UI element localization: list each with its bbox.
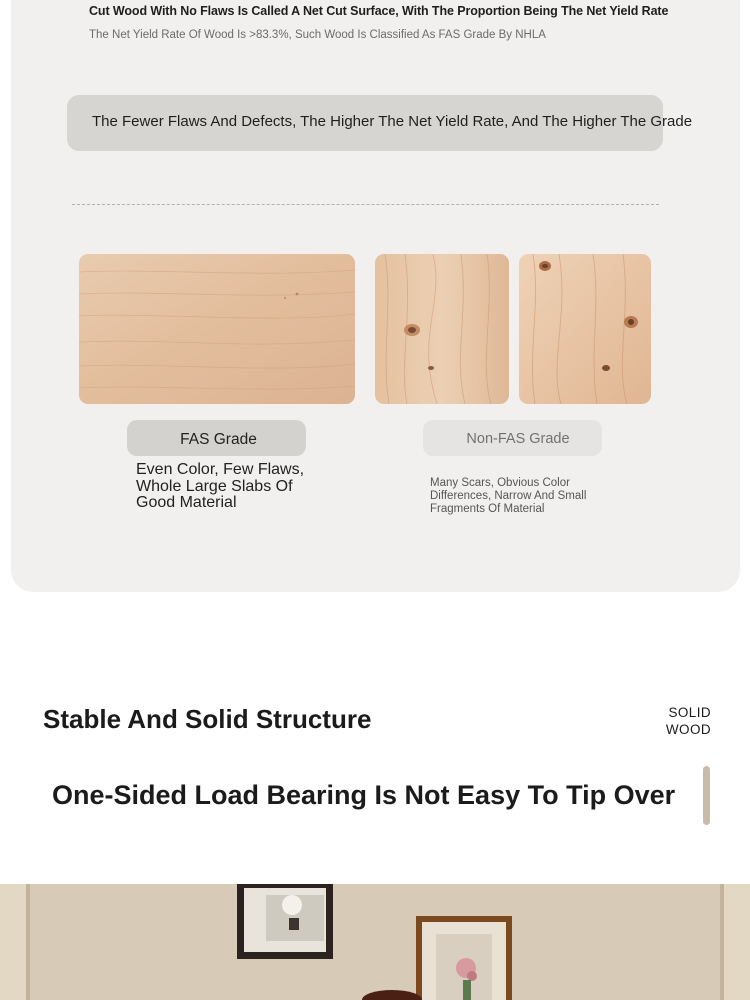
brand-tag-line-1: SOLID [668,705,711,720]
accent-bar [703,766,710,825]
fas-wood-sample-image [79,254,355,404]
nhla-text: The Net Yield Rate Of Wood Is >83.3%, Such Wood Is Classified As FAS Grade By NHLA [89,29,546,41]
brand-tag [640,704,711,738]
non-fas-grade-description: Many Scars, Obvious Color Differences, Narrow And Small Fragments Of Material [430,477,587,515]
non-fas-wood-sample-2-image [519,254,651,404]
net-cut-text: Cut Wood With No Flaws Is Called A Net Cut Surface, With The Proportion Being The Net Yield Rate [89,4,669,18]
fas-grade-description: Even Color, Few Flaws, Whole Large Slabs Of Good Material [136,461,305,511]
dashed-divider [72,204,659,205]
highlight-text: The Fewer Flaws And Defects, The Higher The Net Yield Rate, And The Higher The Grade [92,113,693,130]
section-title: Stable And Solid Structure [43,704,372,734]
brand-tag-line-2: WOOD [665,722,711,737]
room-photo [0,884,750,1000]
non-fas-wood-sample-1-image [375,254,509,404]
section-subtitle: One-Sided Load Bearing Is Not Easy To Tip Over [52,780,676,810]
fas-grade-label: FAS Grade [180,431,257,448]
non-fas-grade-label: Non-FAS Grade [466,431,570,447]
